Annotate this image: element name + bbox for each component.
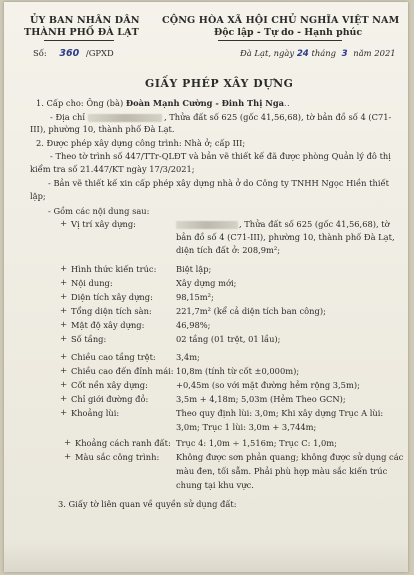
detail-value-color-1: Không được sơn phản quang; không được sử dụng các <box>176 452 404 462</box>
detail-value-architecture: Biệt lập; <box>176 264 212 274</box>
address-line: - Địa chỉ <box>50 112 86 122</box>
detail-value-color-2: màu đen, tối sẫm. Phải phù hợp màu sắc kiến trúc <box>176 466 388 476</box>
permit-document: ỦY BAN NHÂN DÂN THÀNH PHỐ ĐÀ LẠT CỘNG HÒA XÃ HỘI CHỦ NGHĨA VIỆT NAM Độc lập - Tự do - Hạnh phúc Số: 360 /GPXD Đà Lạt, ngày 24 tháng 3 năm 2021 GIẤY PHÉP XÂY DỰNG 1. Cấp cho: Ông (bà) Đoàn Mạnh Cường - Đinh Thị Nga.. - Địa chỉ , Thửa đất số 625 (gốc 41,56,68), tờ bản đồ số 4 (C71- III), phường 10, thành phố Đà Lạt. 2. Được phép xây dựng công trình: Nhà ở; cấp III; - Theo tờ trình số 447/TTr-QLĐT và bản vẽ thiết kế đã được phòng Quản lý đô thị kiểm tra số 21.447/KT ngày 17/3/2021; - Bản vẽ thiết kế xin cấp phép xây dựng nhà ở do Công ty TNHH Ngọc Hiền thiết lập; - Gồm các nội dung sau: + Vị trí xây dựng: , Thửa đất số 625 (gốc 41,56,68), tờ bản đồ số 4 (C71-III), phường 10, thành phố Đà Lạt, diện tích đất ở: 208,9m²; + Hình thức kiến trúc: Biệt lập; + Nội dung: Xây dựng mới; + Diện tích xây dựng: 98,15m²; + Tổng diện tích sàn: 221,7m² (kể cả diện tích ban công); + Mật độ xây dựng: 46,98%; + Số tầng: 02 tầng (01 trệt, 01 lầu); + Chiều cao tầng trệt: 3,4m; + Chiều cao đến đỉnh mái: 10,8m (tính từ cốt ±0,000m); + Cốt nền xây dựng: +0,45m (so với mặt đường hẻm rộng 3,5m); + Chỉ giới đường đỏ: 3,5m + 4,18m; 5,03m (Hẻm Theo GCN); + Khoảng lùi: Theo quy định lùi: 3,0m; Khi xây dựng Trục A lùi: 3,0m; Trục 1 lùi: 3,0m + 3,744m; + Khoảng cách ranh đất: Trục 4: 1,0m ÷ 1,516m; Trục C: 1,0m; + Màu sắc công trình: Không được sơn phản quang; không được sử dụng các màu đen, tối sẫm. Phải phù hợp màu sắc kiến trúc chung tại khu vực. 3. Giấy tờ liên quan về quyền sử dụng đất: <box>4 2 408 572</box>
nation-motto: Độc lập - Tự do - Hạnh phúc <box>214 27 363 38</box>
detail-value-red-line: 3,5m + 4,18m; 5,03m (Hẻm Theo GCN); <box>176 394 346 404</box>
date-day-handwritten: 24 <box>296 49 309 59</box>
section-2-line-6: - Gồm các nội dung sau: <box>48 206 150 216</box>
detail-label-color: Màu sắc công trình: <box>75 452 160 462</box>
detail-label-floor-area: Tổng diện tích sàn: <box>71 306 152 316</box>
redacted-location <box>176 221 238 229</box>
detail-label-roof-height: Chiều cao đến đỉnh mái: <box>71 366 174 376</box>
permit-number: Số: 360 /GPXD <box>33 48 114 59</box>
detail-label-floors: Số tầng: <box>71 334 107 344</box>
detail-value-density: 46,98%; <box>176 320 211 330</box>
date-month-handwritten: 3 <box>341 49 348 59</box>
detail-value-content: Xây dựng mới; <box>176 278 237 288</box>
detail-label-architecture: Hình thức kiến trúc: <box>71 264 157 274</box>
permit-number-handwritten: 360 <box>59 48 80 59</box>
detail-label-construction-area: Diện tích xây dựng: <box>71 292 153 302</box>
section-2-line-2: - Theo tờ trình số 447/TTr-QLĐT và bản vẽ thiết kế đã được phòng Quản lý đô thị <box>50 151 391 161</box>
detail-value-foundation: +0,45m (so với mặt đường hẻm rộng 3,5m); <box>176 380 360 390</box>
section-2-line-3: kiểm tra số 21.447/KT ngày 17/3/2021; <box>30 164 195 174</box>
section-2-line-5: lập; <box>30 191 46 201</box>
detail-value-boundary: Trục 4: 1,0m ÷ 1,516m; Trục C: 1,0m; <box>176 438 337 448</box>
detail-value-location-2: bản đồ số 4 (C71-III), phường 10, thành phố Đà Lạt, <box>176 232 395 242</box>
issuer-underline <box>44 40 114 41</box>
issuer-line-2: THÀNH PHỐ ĐÀ LẠT <box>24 27 139 38</box>
address-line-2: III), phường 10, thành phố Đà Lạt. <box>30 124 175 134</box>
issuer-line-1: ỦY BAN NHÂN DÂN <box>30 15 140 26</box>
detail-value-floor-area: 221,7m² (kể cả diện tích ban công); <box>176 306 326 316</box>
section-3-line-1: 3. Giấy tờ liên quan về quyền sử dụng đất: <box>58 499 237 509</box>
motto-underline <box>218 40 342 41</box>
detail-label-ground-height: Chiều cao tầng trệt: <box>71 352 156 362</box>
document-title: GIẤY PHÉP XÂY DỰNG <box>145 77 294 90</box>
address-line-rest: , Thửa đất số 625 (gốc 41,56,68), tờ bản đồ số 4 (C71- <box>164 112 392 122</box>
section-2-line-4: - Bản vẽ thiết kế xin cấp phép xây dựng nhà ở do Công ty TNHH Ngọc Hiền thiết <box>48 178 389 188</box>
detail-value-color-3: chung tại khu vực. <box>176 480 254 490</box>
detail-label-red-line: Chỉ giới đường đỏ: <box>71 394 149 404</box>
permit-date: Đà Lạt, ngày 24 tháng 3 năm 2021 <box>240 48 396 59</box>
detail-value-location-3: diện tích đất ở: 208,9m²; <box>176 245 281 255</box>
detail-label-setback: Khoảng lùi: <box>71 408 120 418</box>
detail-value-ground-height: 3,4m; <box>176 352 200 362</box>
detail-label-boundary: Khoảng cách ranh đất: <box>75 438 171 448</box>
detail-value-construction-area: 98,15m²; <box>176 292 214 302</box>
paper-shadow <box>4 542 408 572</box>
applicant-name: Đoàn Mạnh Cường - Đinh Thị Nga <box>125 98 285 108</box>
redacted-address <box>88 114 162 122</box>
detail-label-foundation: Cốt nền xây dựng: <box>71 380 148 390</box>
detail-label-location: Vị trí xây dựng: <box>71 219 136 229</box>
detail-value-floors: 02 tầng (01 trệt, 01 lầu); <box>176 334 281 344</box>
nation-title: CỘNG HÒA XÃ HỘI CHỦ NGHĨA VIỆT NAM <box>162 15 400 26</box>
detail-value-setback-1: Theo quy định lùi: 3,0m; Khi xây dựng Trục A lùi: <box>176 408 384 418</box>
detail-value-location-1: , Thửa đất số 625 (gốc 41,56,68), tờ <box>239 219 390 229</box>
detail-label-density: Mật độ xây dựng: <box>71 320 145 330</box>
section-1-line: 1. Cấp cho: Ông (bà) Đoàn Mạnh Cường - Đinh Thị Nga.. <box>36 98 291 108</box>
detail-value-roof-height: 10,8m (tính từ cốt ±0,000m); <box>176 366 300 376</box>
detail-label-content: Nội dung: <box>71 278 113 288</box>
section-2-line-1: 2. Được phép xây dựng công trình: Nhà ở; cấp III; <box>36 138 246 148</box>
detail-value-setback-2: 3,0m; Trục 1 lùi: 3,0m + 3,744m; <box>176 422 317 432</box>
